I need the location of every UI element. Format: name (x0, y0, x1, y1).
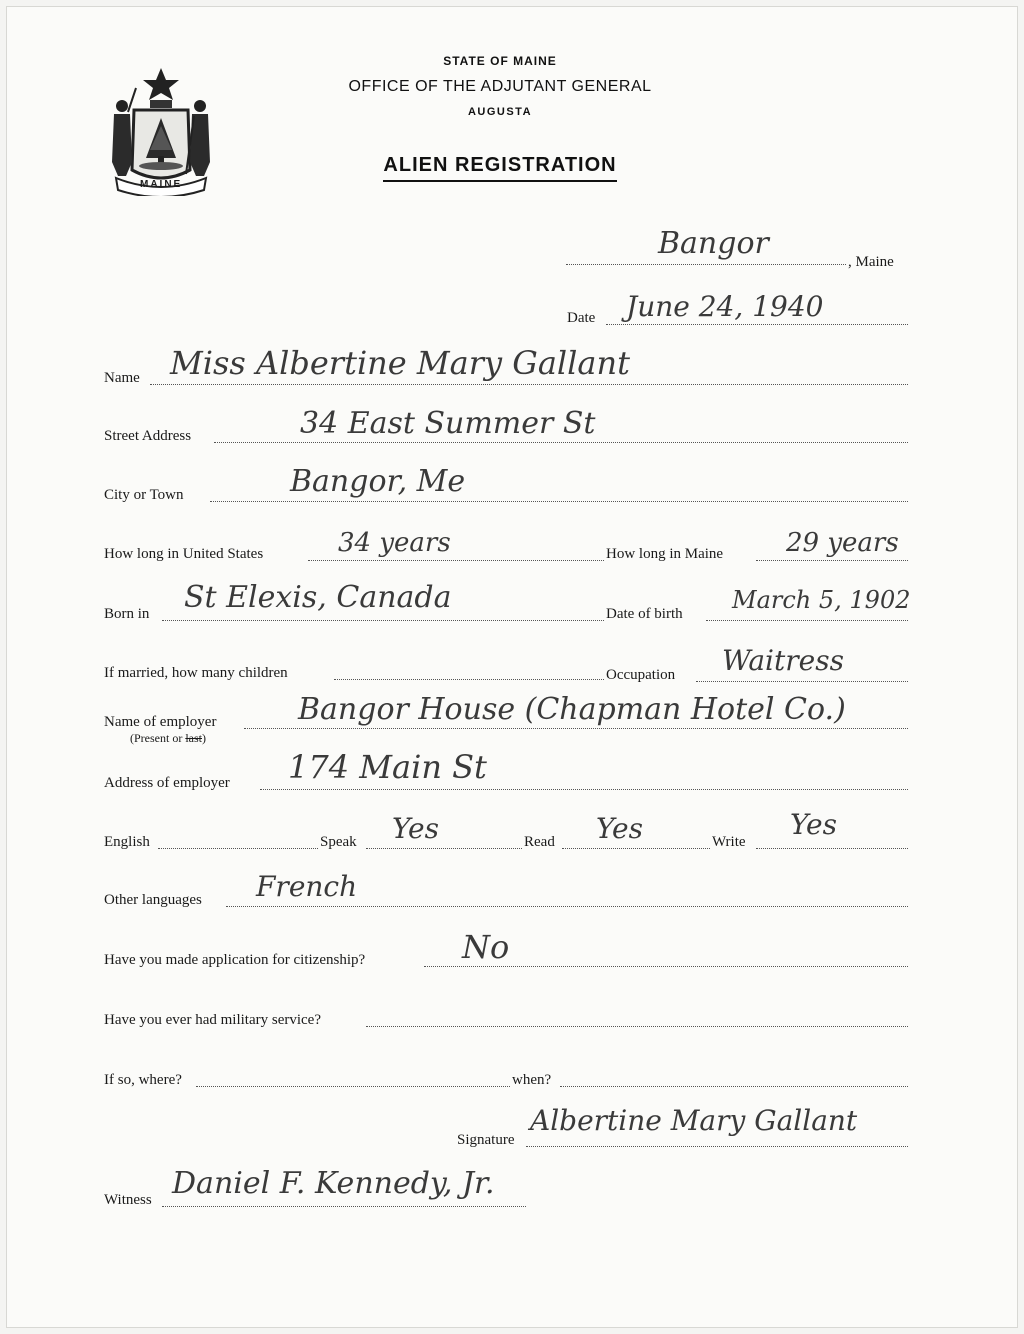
speak-label: Speak (320, 834, 357, 850)
name-line (150, 384, 908, 385)
date-line (606, 324, 908, 325)
date-label: Date (567, 310, 596, 326)
citizenship-label: Have you made application for citizenship? (104, 952, 366, 968)
employer-sub-close: ) (202, 731, 206, 745)
employer-name-sublabel (130, 731, 206, 746)
write-label: Write (712, 834, 746, 850)
employer-sub-last: last (185, 731, 202, 745)
other-languages-value: French (256, 870, 358, 903)
citizenship-line (424, 966, 908, 967)
maine-label: , Maine (848, 254, 894, 270)
form-title-text: ALIEN REGISTRATION (383, 154, 616, 182)
witness-line (162, 1206, 526, 1207)
city-line (566, 264, 846, 265)
read-line (562, 848, 710, 849)
occupation-value: Waitress (722, 644, 844, 677)
city-header-value: Bangor (658, 226, 769, 261)
english-line (158, 848, 318, 849)
born-in-value: St Elexis, Canada (184, 580, 452, 615)
city-or-town-value: Bangor, Me (290, 464, 466, 499)
employer-address-label: Address of employer (104, 775, 230, 791)
signature-line (526, 1146, 908, 1147)
form-title (0, 154, 1012, 177)
occupation-line (696, 681, 908, 682)
other-languages-label: Other languages (104, 892, 202, 908)
born-in-line (162, 620, 604, 621)
header-office: OFFICE OF THE ADJUTANT GENERAL (348, 78, 652, 95)
city-or-town-label: City or Town (104, 487, 184, 503)
how-long-maine-label: How long in Maine (606, 546, 724, 562)
date-value: June 24, 1940 (626, 290, 824, 323)
witness-label: Witness (104, 1192, 152, 1208)
date-of-birth-value: March 5, 1902 (732, 586, 911, 614)
how-long-us-label: How long in United States (104, 546, 264, 562)
date-of-birth-label: Date of birth (606, 606, 683, 622)
speak-value: Yes (392, 812, 439, 845)
employer-name-label: Name of employer (104, 714, 217, 730)
born-in-label: Born in (104, 606, 150, 622)
how-long-us-line (308, 560, 604, 561)
other-languages-line (226, 906, 908, 907)
speak-line (366, 848, 522, 849)
how-long-maine-value: 29 years (786, 528, 899, 558)
how-long-us-value: 34 years (338, 528, 451, 558)
when-label: when? (512, 1072, 552, 1088)
children-line (334, 679, 604, 680)
if-so-where-line (196, 1086, 510, 1087)
occupation-label: Occupation (606, 667, 676, 683)
employer-address-value: 174 Main St (288, 748, 487, 786)
city-or-town-line (210, 501, 908, 502)
military-line (366, 1026, 908, 1027)
if-so-where-label: If so, where? (104, 1072, 182, 1088)
employer-sub-present: (Present or (130, 731, 183, 745)
citizenship-value: No (462, 928, 510, 966)
military-label: Have you ever had military service? (104, 1012, 321, 1028)
witness-value: Daniel F. Kennedy, Jr. (172, 1166, 495, 1201)
signature-value: Albertine Mary Gallant (530, 1104, 858, 1137)
write-value: Yes (790, 808, 837, 841)
header-city: AUGUSTA (467, 106, 533, 118)
read-value: Yes (596, 812, 643, 845)
employer-name-line (244, 728, 908, 729)
date-of-birth-line (706, 620, 908, 621)
name-value: Miss Albertine Mary Gallant (170, 344, 630, 382)
write-line (756, 848, 908, 849)
read-label: Read (524, 834, 555, 850)
seal-banner-text: MAINE (140, 179, 183, 190)
children-label: If married, how many children (104, 665, 288, 681)
street-address-value: 34 East Summer St (300, 406, 596, 441)
how-long-maine-line (756, 560, 908, 561)
english-label: English (104, 834, 150, 850)
signature-label: Signature (457, 1132, 515, 1148)
employer-address-line (260, 789, 908, 790)
when-line (560, 1086, 908, 1087)
name-label: Name (104, 370, 140, 386)
street-address-label: Street Address (104, 428, 192, 444)
header-state: STATE OF MAINE (443, 54, 557, 68)
street-address-line (214, 442, 908, 443)
employer-name-value: Bangor House (Chapman Hotel Co.) (298, 692, 846, 727)
